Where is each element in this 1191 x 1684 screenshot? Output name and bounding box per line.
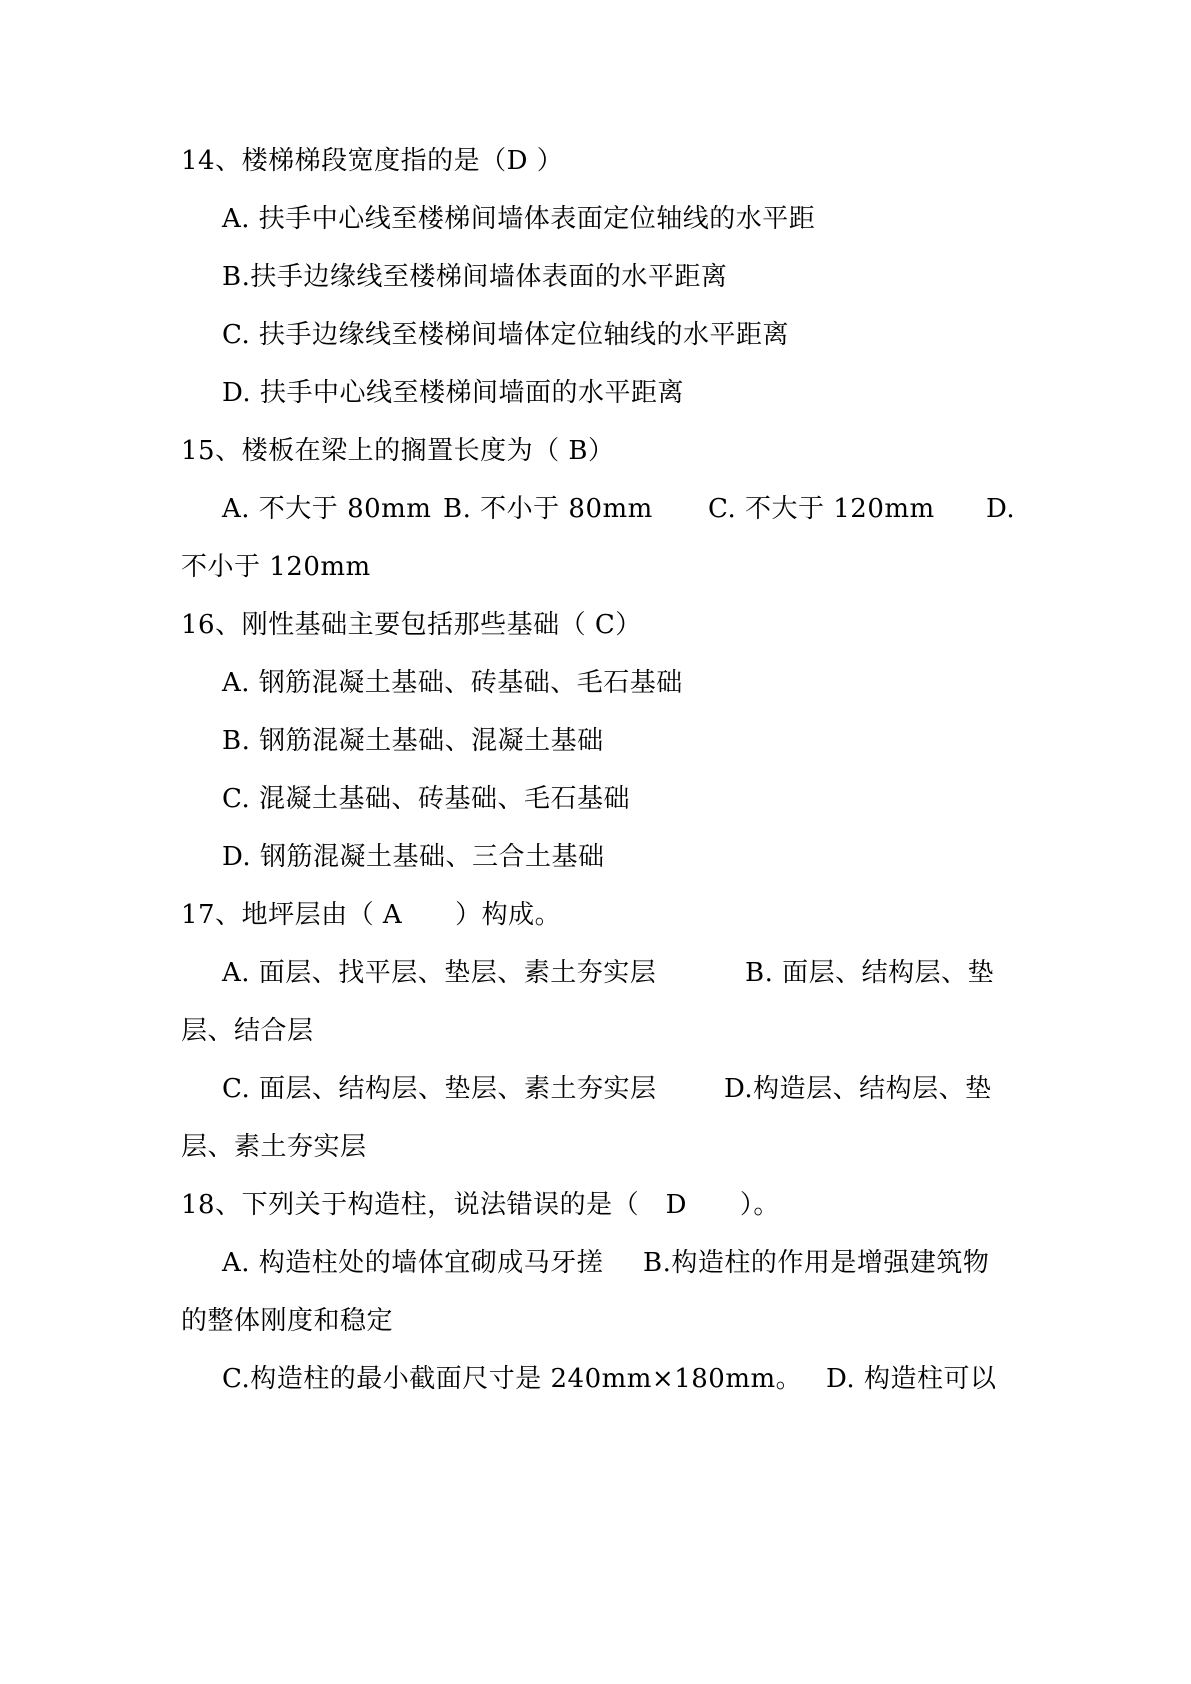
question-15-option-d-label: D.: [986, 494, 1016, 524]
question-17-option-a: A. 面层、找平层、垫层、素土夯实层: [222, 958, 657, 988]
question-18-stem: 18、下列关于构造柱，说法错误的是（ D ）。: [181, 1190, 780, 1220]
question-18-option-a: A. 构造柱处的墙体宜砌成马牙搓: [222, 1248, 604, 1278]
question-15-stem: 15、楼板在梁上的搁置长度为（ B）: [181, 436, 615, 466]
question-17-option-b: B. 面层、结构层、垫: [745, 958, 995, 988]
question-18-option-b-cont: 的整体刚度和稳定: [181, 1306, 394, 1336]
question-16-option-d: D. 钢筋混凝土基础、三合土基础: [222, 842, 605, 872]
question-17-option-b-cont: 层、结合层: [181, 1016, 314, 1046]
question-17-option-c: C. 面层、结构层、垫层、素土夯实层: [222, 1074, 657, 1104]
question-14-stem: 14、楼梯梯段宽度指的是（D ）: [181, 146, 564, 176]
question-18-option-d: D. 构造柱可以: [826, 1364, 997, 1394]
question-18-option-c: C.构造柱的最小截面尺寸是 240mm×180mm。: [222, 1364, 803, 1394]
question-18-option-b: B.构造柱的作用是增强建筑物: [643, 1248, 990, 1278]
question-15-option-c: C. 不大于 120mm: [708, 494, 935, 524]
question-15-option-a: A. 不大于 80mm: [222, 494, 432, 524]
question-16-option-c: C. 混凝土基础、砖基础、毛石基础: [222, 784, 630, 814]
question-15-option-b: B. 不小于 80mm: [443, 494, 653, 524]
question-14-option-b: B.扶手边缘线至楼梯间墙体表面的水平距离: [222, 262, 728, 292]
question-15-option-d-text: 不小于 120mm: [181, 552, 371, 582]
question-17-stem: 17、地坪层由（ A ）构成。: [181, 900, 562, 930]
question-14-option-a: A. 扶手中心线至楼梯间墙体表面定位轴线的水平距: [222, 204, 816, 234]
question-16-stem: 16、刚性基础主要包括那些基础（ C）: [181, 610, 642, 640]
question-14-option-c: C. 扶手边缘线至楼梯间墙体定位轴线的水平距离: [222, 320, 789, 350]
question-14-option-d: D. 扶手中心线至楼梯间墙面的水平距离: [222, 378, 684, 408]
question-16-option-a: A. 钢筋混凝土基础、砖基础、毛石基础: [222, 668, 683, 698]
question-17-option-d: D.构造层、结构层、垫: [724, 1074, 992, 1104]
question-17-option-d-cont: 层、素土夯实层: [181, 1132, 367, 1162]
question-16-option-b: B. 钢筋混凝土基础、混凝土基础: [222, 726, 604, 756]
